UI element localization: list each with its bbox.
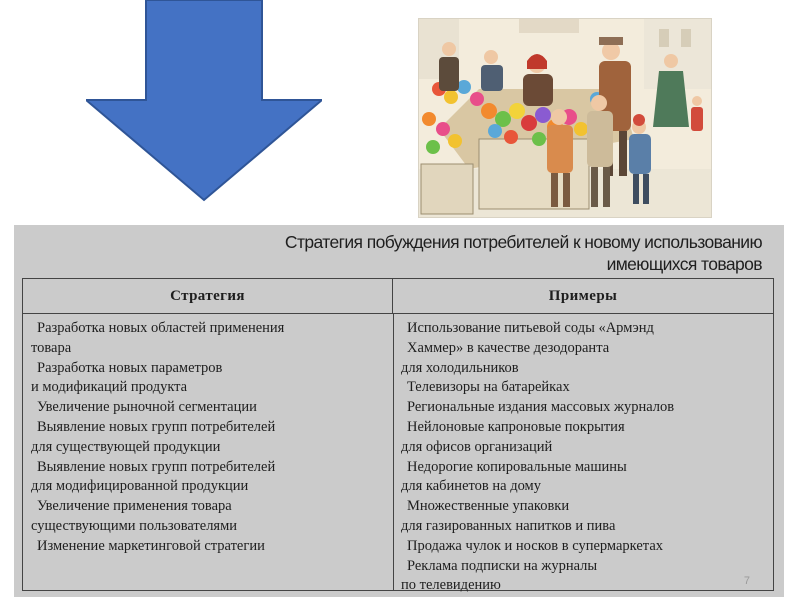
example-line: Множественные упаковки	[407, 498, 570, 515]
example-line: Использование питьевой соды «Армэнд	[407, 320, 654, 336]
table-title	[62, 231, 762, 275]
table-title-line-1: Стратегия побуждения потребителей к новому использованию	[284, 232, 762, 252]
example-line: для газированных напитков и пива	[401, 517, 616, 534]
strategy-line: Изменение маркетинговой стратегии	[37, 537, 265, 554]
strategy-line: товара	[31, 339, 72, 356]
strategy-line: Увеличение применения товара	[37, 498, 232, 515]
example-line: Продажа чулок и носков в супермаркетах	[407, 537, 664, 554]
strategy-line: для существующей продукции	[31, 438, 221, 455]
column-divider	[393, 314, 394, 590]
example-line: Телевизоры на батарейках	[407, 379, 570, 396]
example-line: Недорогие копировальные машины	[407, 458, 627, 475]
strategy-column	[31, 319, 284, 557]
strategy-table	[22, 278, 774, 594]
example-line: по телевидению	[401, 577, 501, 594]
example-line: для холодильников	[401, 359, 519, 376]
example-line: Хаммер» в качестве дезодоранта	[407, 339, 610, 356]
strategy-line: Выявление новых групп потребителей	[37, 418, 276, 435]
strategy-line: Разработка новых областей применения	[37, 320, 285, 336]
page-number: 7	[743, 575, 750, 587]
example-line: Нейлоновые капроновые покрытия	[407, 418, 625, 435]
strategy-line: и модификаций продукта	[31, 379, 188, 396]
examples-column	[401, 319, 674, 596]
strategy-line: существующими пользователями	[31, 517, 238, 534]
strategy-line: Выявление новых групп потребителей	[37, 458, 276, 475]
down-arrow-icon	[86, 0, 322, 202]
strategy-line: для модифицированной продукции	[31, 478, 249, 495]
header-examples: Примеры	[393, 279, 773, 314]
header-strategy: Стратегия	[23, 279, 393, 314]
example-line: для кабинетов на дому	[401, 478, 541, 495]
example-line: для офисов организаций	[401, 438, 553, 455]
table-title-line-2: имеющихся товаров	[606, 254, 762, 274]
strategy-table-panel	[14, 225, 784, 597]
example-line: Региональные издания массовых журналов	[407, 399, 675, 416]
illustration-drawing	[419, 19, 711, 217]
strategy-line: Увеличение рыночной сегментации	[37, 399, 257, 416]
example-line: Реклама подписки на журналы	[407, 557, 598, 574]
strategy-line: Разработка новых параметров	[37, 359, 223, 376]
flower-market-illustration	[418, 18, 712, 218]
